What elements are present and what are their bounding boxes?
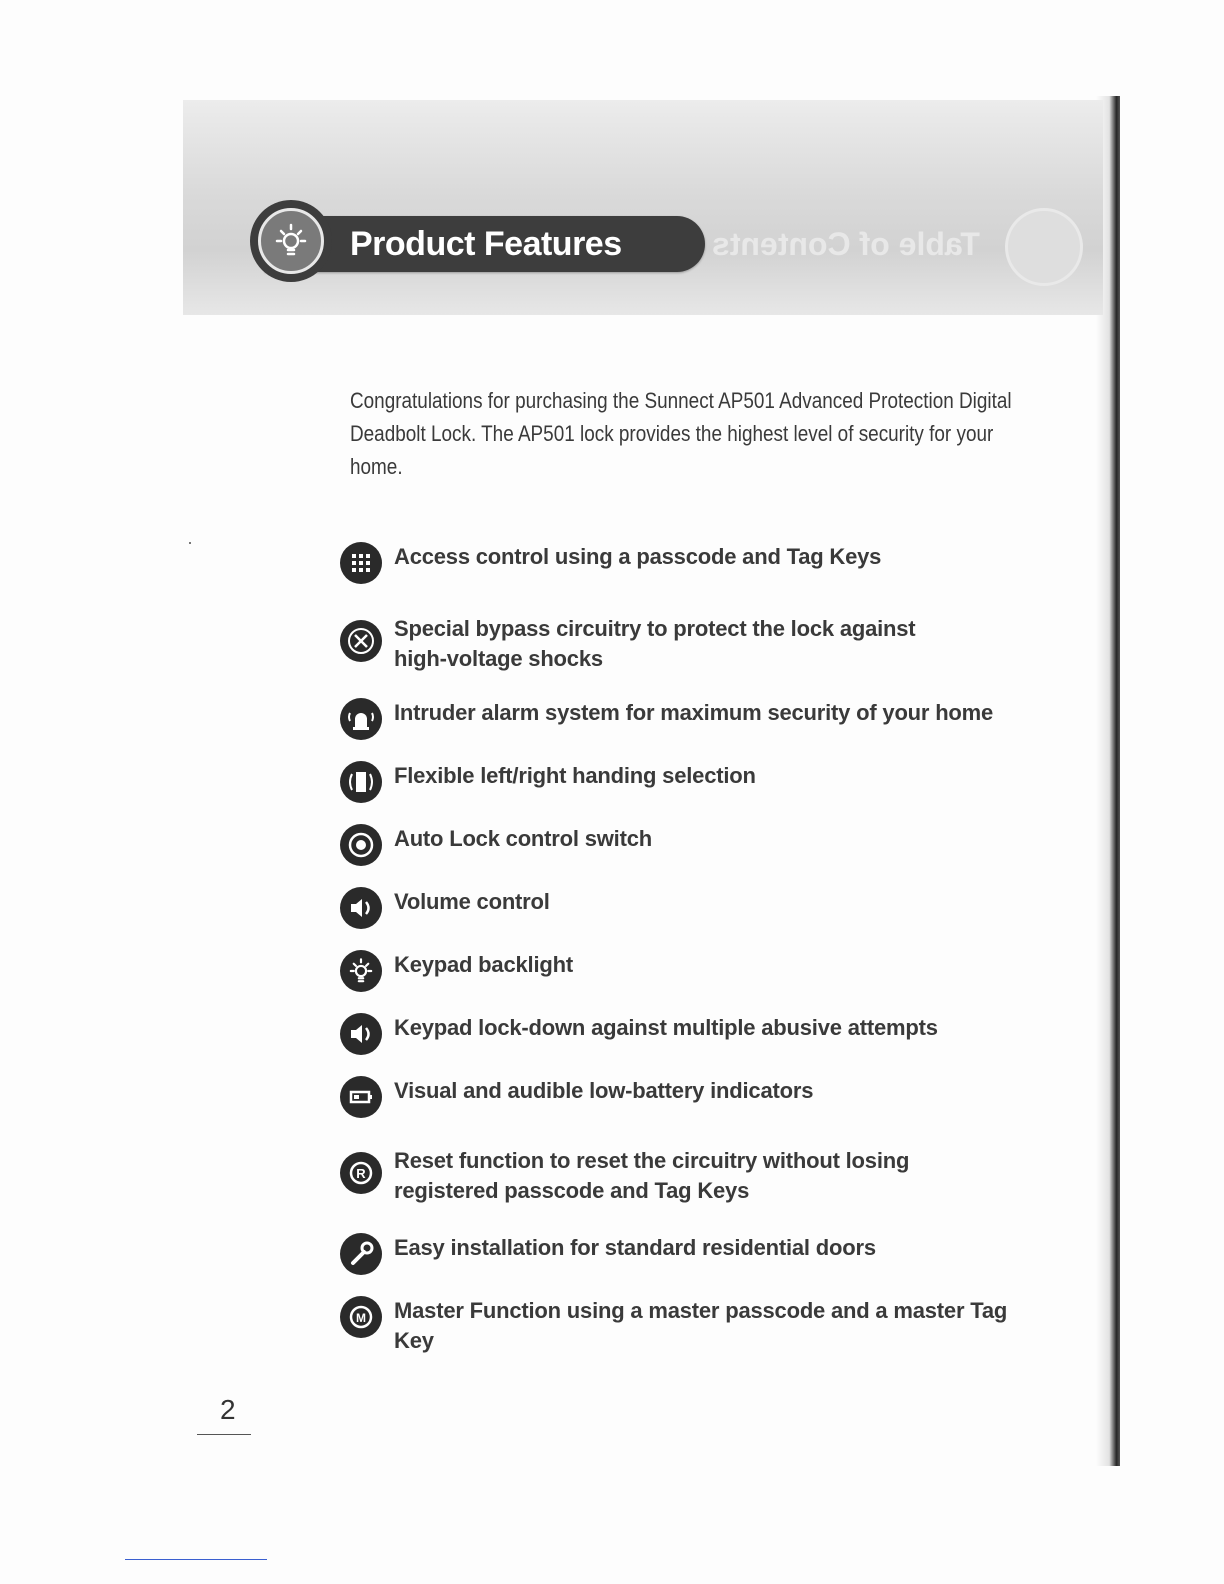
- scan-speck: [189, 542, 191, 544]
- feature-item: [340, 1013, 938, 1055]
- bottom-rule: [125, 1559, 267, 1560]
- wrench-icon: [340, 1233, 382, 1275]
- feature-text: Master Function using a master passcode and a master Tag Key: [394, 1298, 1008, 1353]
- feature-text: Easy installation for standard residential doors: [394, 1235, 876, 1260]
- lightbulb-icon: [269, 219, 313, 263]
- battery-icon: [340, 1076, 382, 1118]
- feature-text: Volume control: [394, 889, 550, 914]
- header-band: [183, 100, 1103, 315]
- lightning-shield-icon: [340, 620, 382, 662]
- feature-text: Keypad lock-down against multiple abusive attempts: [394, 1015, 938, 1040]
- speaker-lockdown-icon: [340, 1013, 382, 1055]
- keypad-icon: [340, 542, 382, 584]
- ghost-circle-icon: [1005, 208, 1083, 286]
- feature-item: [340, 1233, 876, 1275]
- feature-text: Keypad backlight: [394, 952, 573, 977]
- feature-item: [340, 542, 881, 584]
- title-badge: [250, 200, 332, 282]
- mirrored-ghost-title: Table of Contents: [712, 226, 980, 262]
- feature-item: [340, 761, 756, 803]
- page-title: Product Features: [350, 225, 622, 263]
- feature-item: [340, 950, 573, 992]
- svg-text:M: M: [356, 1311, 366, 1325]
- master-icon: [340, 1296, 382, 1338]
- feature-text: Intruder alarm system for maximum security of your home: [394, 700, 994, 725]
- auto-lock-icon: [340, 824, 382, 866]
- page-number: 2: [220, 1394, 236, 1425]
- page-number-rule: [197, 1434, 251, 1435]
- reset-icon: [340, 1152, 382, 1194]
- feature-text-continued: registered passcode and Tag Keys: [394, 1178, 750, 1203]
- feature-text: Visual and audible low-battery indicators: [394, 1078, 814, 1103]
- speaker-volume-icon: [340, 887, 382, 929]
- feature-text: Flexible left/right handing selection: [394, 763, 756, 788]
- feature-text-continued: high-voltage shocks: [394, 646, 603, 671]
- feature-item: [340, 698, 993, 740]
- feature-item: [340, 887, 550, 929]
- feature-text: Access control using a passcode and Tag Keys: [394, 544, 882, 569]
- feature-text: Reset function to reset the circuitry without losing: [394, 1148, 910, 1173]
- lightbulb-icon: [340, 950, 382, 992]
- feature-item: [340, 824, 652, 866]
- alarm-siren-icon: [340, 698, 382, 740]
- feature-item: [340, 1146, 909, 1206]
- door-handing-icon: [340, 761, 382, 803]
- feature-item: [340, 614, 915, 674]
- feature-text: Special bypass circuitry to protect the lock against: [394, 616, 916, 641]
- feature-item: [340, 1076, 813, 1118]
- svg-text:R: R: [356, 1166, 366, 1181]
- intro-paragraph: Congratulations for purchasing the Sunnect AP501 Advanced Protection Digital Deadbolt Lock. The AP501 lock provides the highest level of security for your home.: [350, 388, 1012, 479]
- feature-item: [340, 1296, 1040, 1356]
- feature-text: Auto Lock control switch: [394, 826, 652, 851]
